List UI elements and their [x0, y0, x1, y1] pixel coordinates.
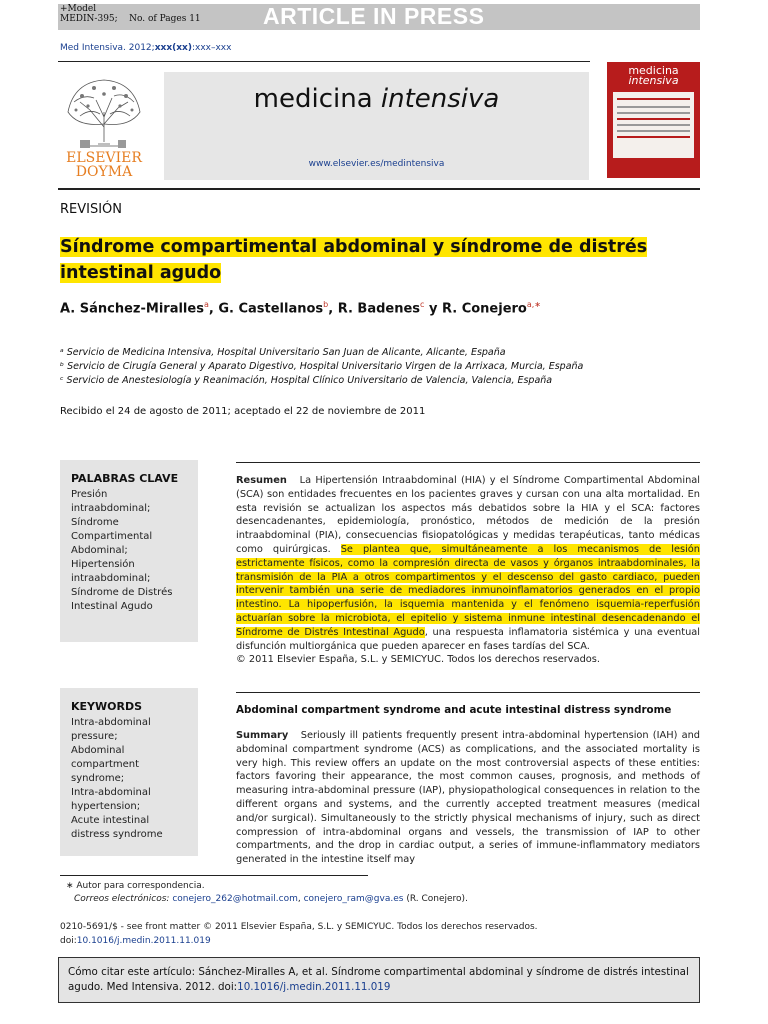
keyword-item: Compartimental [71, 531, 153, 542]
author-affiliation-mark[interactable]: b [323, 300, 329, 309]
keyword-item: Abdominal; [71, 545, 128, 556]
keyword-item: Intra-abdominal [71, 717, 151, 728]
summary-text: Seriously ill patients frequently present intra-abdominal hypertension (IAH) and abdominal compartment syndrome (ACS) as complications, and the associated mortality is very high. This review offers an update on the most controversial aspects of these entities: factors favoring their appearance, the most common causes, prognosis, and methods of measuring intra-abdominal pressure (IAP), physiopathological consequences in relation to the different organs and systems, and the currently accepted treatment measures (medical and/or surgical). Simultaneously to the strictly physical mechanisms of injury, such as direct compression of intra-abdominal organs and vessels, the transmission of IAP to other compartments, and the drop in cardiac output, a series of immune-inflammatory mediators generated in the intestine itself may [236, 730, 700, 866]
journal-url[interactable]: www.elsevier.es/medintensiva [308, 159, 445, 169]
article-id: MEDIN-395; [60, 14, 118, 24]
keyword-item: compartment [71, 759, 140, 770]
email-link-2[interactable]: conejero_ram@gva.es [303, 894, 404, 904]
emails-label: Correos electrónicos: [74, 894, 170, 904]
resumen-text-start: La Hipertensión Intraabdominal (HIA) y el Síndrome Compartimental Abdominal (SCA) son entidades frecuentes en los pacientes graves y cursan con una alta mortalidad. En esta revisión se actualizan los aspectos más debatidos sobre la HIA y el SCA: factores desencadenantes, epidemiología, pronóstico, métodos de medición de la presión intraabdominal (PIA), consecuencias fisiopatológicas y medidas terapéuticas, tanto médicas como quirúrgicas. [236, 475, 701, 555]
keyword-item: Síndrome [71, 517, 119, 528]
keyword-item: Abdominal [71, 745, 125, 756]
resumen-paragraph [236, 474, 700, 653]
doyma-wordmark: DOYMA [75, 164, 133, 180]
author-affiliation-mark[interactable]: c [420, 300, 425, 309]
author-name: R. Badenes [337, 301, 421, 317]
author-separator: y [424, 301, 442, 317]
model-label [60, 4, 201, 24]
author-affiliation-mark[interactable]: a,∗ [526, 300, 542, 309]
model-tag: +Model [60, 4, 97, 14]
correspondence-note: ∗ Autor para correspondencia. [66, 881, 205, 891]
summary-heading: Abdominal compartment syndrome and acute intestinal distress syndrome [236, 704, 672, 716]
keywords-en-list [71, 716, 187, 842]
cover-title-b: intensiva [628, 74, 679, 87]
resumen-label: Resumen [236, 475, 287, 486]
header-rule [58, 61, 590, 62]
received-dates: Recibido el 24 de agosto de 2011; aceptado el 22 de noviembre de 2011 [60, 406, 426, 417]
cover-title-a: medicina [628, 64, 679, 77]
author-list [60, 300, 541, 316]
keywords-es-box [60, 460, 198, 642]
author-name: R. Conejero [441, 301, 527, 317]
doi-link[interactable]: 10.1016/j.medin.2011.11.019 [76, 936, 211, 946]
summary-section [236, 729, 700, 867]
keyword-item: Intra-abdominal [71, 787, 151, 798]
affiliation-c: ᶜ Servicio de Anestesiología y Reanimación, Hospital Clínico Universitario de Valencia, Valencia, España [60, 375, 553, 386]
keyword-item: intraabdominal; [71, 573, 151, 584]
keywords-es-title: PALABRAS CLAVE [71, 472, 179, 485]
issn-block [60, 920, 538, 948]
resumen-rule [236, 462, 700, 463]
page-count: No. of Pages 11 [129, 14, 201, 24]
resumen-section [236, 474, 700, 667]
issn-line: 0210-5691/$ - see front matter © 2011 Elsevier España, S.L. y SEMICYUC. Todos los derechos reservados. [60, 922, 538, 932]
citation-doi-link[interactable]: 10.1016/j.medin.2011.11.019 [237, 981, 391, 993]
journal-cover-thumbnail [607, 62, 700, 178]
resumen-copyright: © 2011 Elsevier España, S.L. y SEMICYUC. Todos los derechos reservados. [236, 654, 601, 666]
article-title: Síndrome compartimental abdominal y síndrome de distrés intestinal agudo [60, 237, 648, 283]
keyword-item: Hipertensión [71, 559, 135, 570]
keyword-item: Intestinal Agudo [71, 601, 153, 612]
elsevier-tree-logo [60, 72, 148, 180]
summary-paragraph [236, 729, 700, 867]
author-separator: , [208, 301, 219, 317]
keywords-en-box [60, 688, 198, 856]
author-name: A. Sánchez-Miralles [60, 301, 204, 317]
keyword-item: Presión [71, 489, 108, 500]
section-label: REVISIÓN [60, 202, 123, 217]
header-bottom-rule [58, 188, 700, 190]
keyword-item: distress syndrome [71, 829, 163, 840]
correspondence-footnote: ∗ Autor para correspondencia. Correos electrónicos: conejero_262@hotmail.com, conejero_ram@gva.es (R. Conejero). [60, 880, 468, 906]
keyword-item: pressure; [71, 731, 118, 742]
resumen-text-end: , una respuesta inflamatoria sistémica y una eventual disfunción multiorgánica que pueden aparecer en fases tardías del SCA. [236, 626, 701, 652]
citation-text: Cómo citar este artículo: Sánchez-Miralles A, et al. Síndrome compartimental abdominal y síndrome de distrés intestinal agudo. Med Intensiva. 2012. doi: [68, 966, 689, 993]
article-in-press-banner: ARTICLE IN PRESS [263, 3, 485, 29]
how-to-cite-text [68, 965, 696, 995]
keywords-es-list [71, 488, 187, 614]
affiliation-b: ᵇ Servicio de Cirugía General y Aparato Digestivo, Hospital Universitario Virgen de la Arrixaca, Murcia, España [60, 361, 584, 372]
journal-title: medicina intensiva [253, 84, 500, 114]
elsevier-wordmark: ELSEVIER [66, 150, 142, 166]
author-name: G. Castellanos [218, 301, 324, 317]
keywords-en-title: KEYWORDS [71, 700, 143, 713]
email-link-1[interactable]: conejero_262@hotmail.com [172, 894, 298, 904]
affiliation-a: ᵃ Servicio de Medicina Intensiva, Hospital Universitario San Juan de Alicante, Alicante, España [60, 347, 506, 358]
keyword-item: syndrome; [71, 773, 125, 784]
journal-citation[interactable]: Med Intensiva. 2012;xxx(xx):xxx–xxx [60, 43, 232, 53]
keyword-item: Acute intestinal [71, 815, 150, 826]
footnote-rule [60, 875, 368, 876]
author-separator: , [328, 301, 338, 317]
doi-label: doi: [60, 936, 77, 946]
summary-label: Summary [236, 730, 289, 741]
keyword-item: hypertension; [71, 801, 141, 812]
emails-suffix: (R. Conejero). [403, 894, 468, 904]
summary-rule [236, 692, 700, 693]
resumen-highlighted-text: Se plantea que, simultáneamente a los mecanismos de lesión estrictamente físicos, como la compresión directa de vasos y órganos intraabdominales, la transmisión de la PIA a otros compartimentos y el descenso del gasto cardiaco, pueden intervenir también una serie de mediadores inmunoinflamatorios generados en el propio intestino. La hipoperfusión, la isquemia mantenida y el fenómeno isquemia-reperfusión actuarían sobre la microbiota, el epitelio y sistema inmune intestinal desencadenando el Síndrome de Distrés Intestinal Agudo [236, 543, 701, 638]
keyword-item: Síndrome de Distrés [71, 587, 173, 598]
author-affiliation-mark[interactable]: a [203, 300, 209, 309]
keyword-item: intraabdominal; [71, 503, 151, 514]
